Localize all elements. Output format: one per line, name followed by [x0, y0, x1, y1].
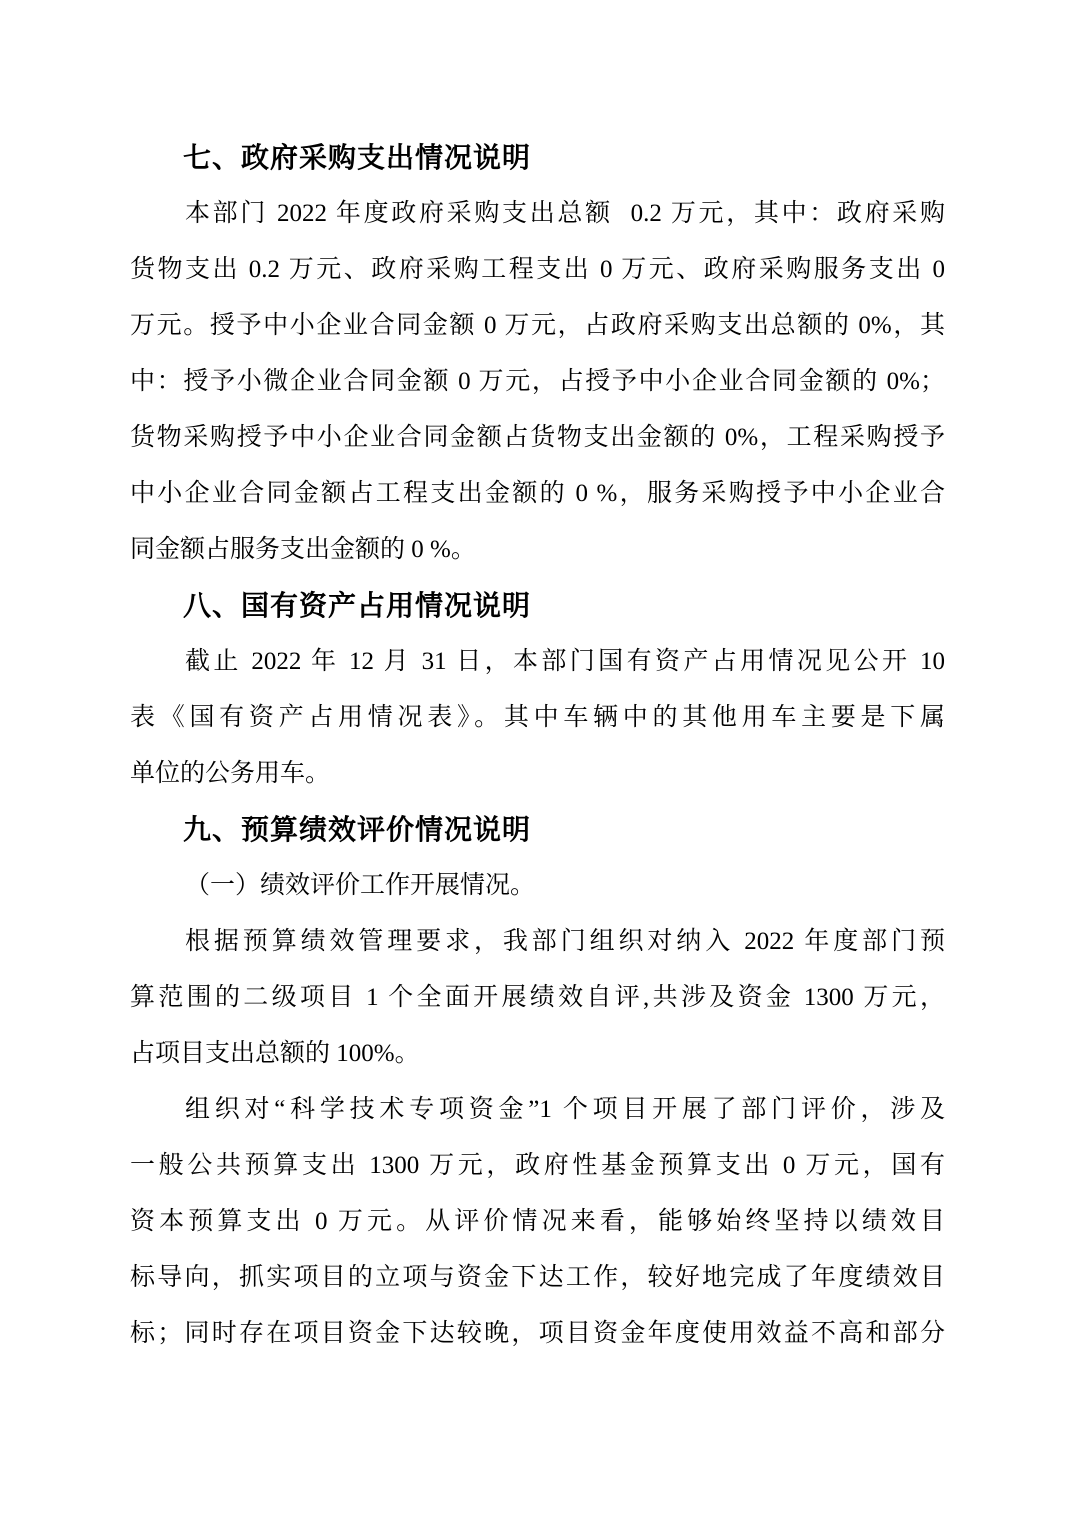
- paragraph-line: 同金额占服务支出金额的 0 %。: [130, 536, 476, 563]
- section-heading-9: 九、预算绩效评价情况说明: [183, 814, 532, 845]
- paragraph-line: 单位的公务用车。: [130, 760, 331, 787]
- paragraph-line: 中：授予小微企业合同金额 0 万元，占授予中小企业合同金额的 0%；: [130, 368, 945, 395]
- section-heading-7: 七、政府采购支出情况说明: [183, 142, 532, 173]
- paragraph-line: 一般公共预算支出 1300 万元，政府性基金预算支出 0 万元，国有: [130, 1152, 945, 1179]
- paragraph-line: 资本预算支出 0 万元。从评价情况来看，能够始终坚持以绩效目: [130, 1208, 945, 1235]
- paragraph-line: 标导向，抓实项目的立项与资金下达工作，较好地完成了年度绩效目: [130, 1264, 945, 1291]
- paragraph-line: 中小企业合同金额占工程支出金额的 0 %，服务采购授予中小企业合: [130, 480, 945, 507]
- paragraph-line: 本部门 2022 年度政府采购支出总额 0.2 万元，其中：政府采购: [185, 200, 945, 227]
- paragraph-line: 货物采购授予中小企业合同金额占货物支出金额的 0%，工程采购授予: [130, 424, 945, 451]
- paragraph-line: 表《国有资产占用情况表》。其中车辆中的其他用车主要是下属: [130, 704, 945, 731]
- paragraph-line: 组织对“科学技术专项资金”1 个项目开展了部门评价，涉及: [185, 1096, 945, 1123]
- section-heading-8: 八、国有资产占用情况说明: [183, 590, 532, 621]
- paragraph-line: 占项目支出总额的 100%。: [130, 1040, 420, 1067]
- paragraph-line: 根据预算绩效管理要求，我部门组织对纳入 2022 年度部门预: [185, 928, 945, 955]
- paragraph-line: 标；同时存在项目资金下达较晚，项目资金年度使用效益不高和部分: [130, 1320, 945, 1347]
- paragraph-line: 算范围的二级项目 1 个全面开展绩效自评,共涉及资金 1300 万元，: [130, 984, 945, 1011]
- paragraph-line: 万元。授予中小企业合同金额 0 万元，占政府采购支出总额的 0%，其: [130, 312, 945, 339]
- subsection-heading: （一）绩效评价工作开展情况。: [185, 872, 536, 899]
- paragraph-line: 货物支出 0.2 万元、政府采购工程支出 0 万元、政府采购服务支出 0: [130, 256, 945, 283]
- paragraph-line: 截止 2022 年 12 月 31 日，本部门国有资产占用情况见公开 10: [185, 648, 945, 675]
